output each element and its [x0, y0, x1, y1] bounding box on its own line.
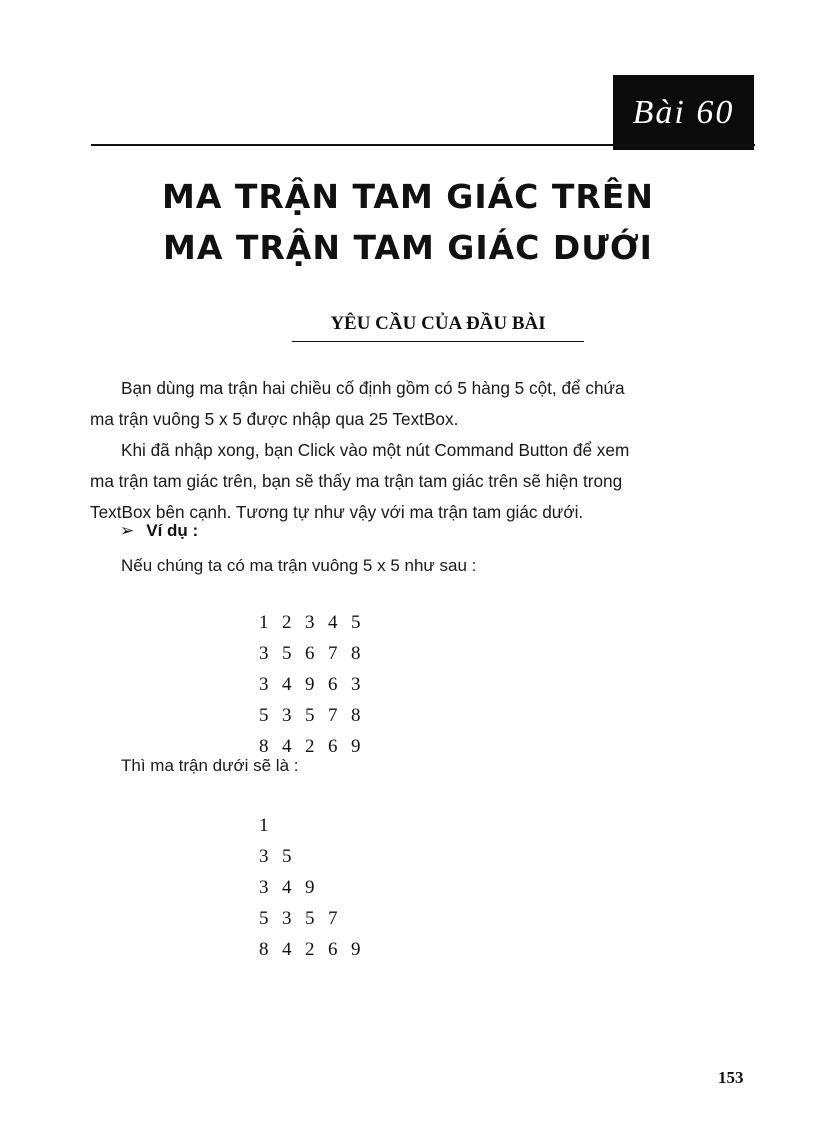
matrix-row — [259, 669, 374, 700]
matrix-cell: 9 — [305, 673, 315, 695]
matrix-cell: 6 — [328, 735, 338, 757]
paragraph-line: ma trận vuông 5 x 5 được nhập qua 25 TextBox. — [90, 409, 459, 429]
matrix-cell: 1 — [259, 611, 269, 633]
matrix-cell: 5 — [259, 704, 269, 726]
matrix-row — [259, 903, 374, 934]
matrix-cell: 2 — [305, 735, 315, 757]
matrix-cell: 6 — [328, 673, 338, 695]
paragraph-2 — [90, 435, 755, 528]
example-label: Ví dụ : — [146, 521, 199, 540]
matrix-cell: 4 — [282, 938, 292, 960]
matrix-cell: 3 — [259, 642, 269, 664]
matrix-cell: 8 — [351, 642, 361, 664]
matrix-cell: 8 — [259, 735, 269, 757]
matrix-row — [259, 810, 374, 841]
matrix-row — [259, 638, 374, 669]
matrix-cell: 6 — [305, 642, 315, 664]
matrix-cell: 2 — [305, 938, 315, 960]
result-text: Thì ma trận dưới sẽ là : — [121, 756, 299, 775]
lesson-badge-text: Bài 60 — [632, 93, 735, 131]
matrix-cell: 3 — [259, 876, 269, 898]
matrix-cell: 4 — [282, 876, 292, 898]
title-line-1: MA TRẬN TAM GIÁC TRÊN — [162, 177, 654, 216]
matrix-cell: 9 — [351, 938, 361, 960]
paragraph-1 — [90, 373, 755, 435]
matrix-row — [259, 841, 374, 872]
intro-text: Nếu chúng ta có ma trận vuông 5 x 5 như sau : — [121, 556, 477, 575]
matrix-row — [259, 934, 374, 965]
matrix-cell: 9 — [351, 735, 361, 757]
title-line-2: MA TRẬN TAM GIÁC DƯỚI — [163, 228, 653, 267]
matrix-cell: 3 — [259, 845, 269, 867]
matrix-cell: 4 — [282, 735, 292, 757]
matrix-cell: 2 — [282, 611, 292, 633]
matrix-cell: 7 — [328, 704, 338, 726]
matrix-cell: 5 — [351, 611, 361, 633]
matrix-cell: 4 — [328, 611, 338, 633]
matrix-cell: 5 — [259, 907, 269, 929]
page-number: 153 — [718, 1068, 744, 1087]
paragraph-line: Bạn dùng ma trận hai chiều cố định gồm có 5 hàng 5 cột, để chứa — [121, 378, 625, 398]
paragraph-line: Khi đã nhập xong, bạn Click vào một nút Command Button để xem — [121, 440, 630, 460]
matrix-cell: 9 — [305, 876, 315, 898]
matrix-cell: 3 — [282, 704, 292, 726]
matrix-cell: 6 — [328, 938, 338, 960]
matrix-cell: 5 — [282, 845, 292, 867]
matrix-cell: 8 — [259, 938, 269, 960]
matrix-cell: 7 — [328, 907, 338, 929]
matrix-cell: 5 — [305, 907, 315, 929]
full-matrix — [259, 607, 374, 762]
example-heading — [120, 521, 198, 541]
matrix-cell: 4 — [282, 673, 292, 695]
lower-triangular-matrix — [259, 810, 374, 965]
matrix-cell: 3 — [259, 673, 269, 695]
section-heading: YÊU CẦU CỦA ĐẦU BÀI — [292, 313, 584, 342]
matrix-row — [259, 872, 374, 903]
paragraph-line: ma trận tam giác trên, bạn sẽ thấy ma trận tam giác trên sẽ hiện trong — [90, 471, 623, 491]
matrix-row — [259, 700, 374, 731]
matrix-cell: 3 — [351, 673, 361, 695]
matrix-cell: 1 — [259, 814, 269, 836]
arrow-bullet-icon: ➢ — [120, 521, 135, 540]
matrix-cell: 7 — [328, 642, 338, 664]
matrix-cell: 3 — [305, 611, 315, 633]
paragraph-line: TextBox bên cạnh. Tương tự như vậy với ma trận tam giác dưới. — [90, 502, 584, 522]
matrix-cell: 5 — [305, 704, 315, 726]
matrix-cell: 8 — [351, 704, 361, 726]
header-rule — [91, 144, 755, 146]
matrix-cell: 3 — [282, 907, 292, 929]
lesson-badge — [613, 75, 754, 150]
matrix-row — [259, 607, 374, 638]
matrix-cell: 5 — [282, 642, 292, 664]
